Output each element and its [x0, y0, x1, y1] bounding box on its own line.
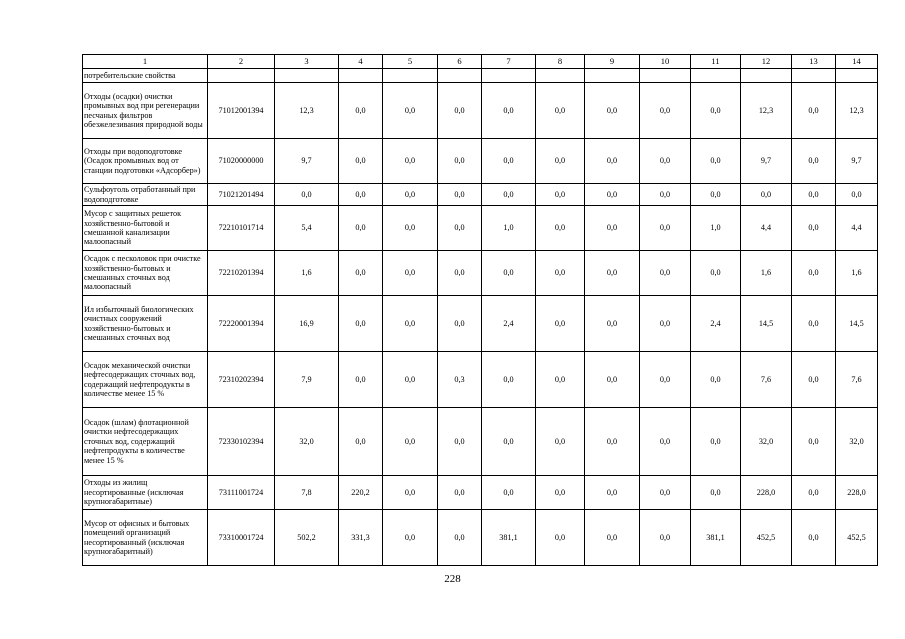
- column-number-5: 5: [383, 55, 438, 69]
- value-cell: 0,0: [640, 408, 691, 476]
- value-cell: [741, 69, 792, 83]
- value-cell: 9,7: [275, 139, 339, 184]
- table-row: [83, 83, 878, 139]
- table-row: [83, 69, 878, 83]
- value-cell: 0,0: [339, 296, 383, 352]
- value-cell: 0,0: [691, 251, 741, 296]
- column-number-14: 14: [836, 55, 878, 69]
- waste-code-cell: 71021201494: [208, 184, 275, 206]
- value-cell: 0,0: [691, 352, 741, 408]
- value-cell: 0,0: [536, 476, 585, 510]
- value-cell: 0,0: [640, 476, 691, 510]
- waste-code-cell: 71012001394: [208, 83, 275, 139]
- table-header-row: [83, 55, 878, 69]
- value-cell: 0,0: [536, 83, 585, 139]
- value-cell: 0,0: [585, 352, 640, 408]
- column-number-7: 7: [482, 55, 536, 69]
- value-cell: 0,0: [585, 251, 640, 296]
- value-cell: 0,0: [383, 296, 438, 352]
- column-number-1: 1: [83, 55, 208, 69]
- value-cell: 12,3: [836, 83, 878, 139]
- value-cell: 452,5: [741, 510, 792, 566]
- waste-name-cell: Мусор от офисных и бытовых помещений организаций несортированный (исключая крупногабаритный): [83, 510, 208, 566]
- value-cell: 0,0: [792, 476, 836, 510]
- value-cell: 0,0: [536, 352, 585, 408]
- value-cell: 0,0: [438, 251, 482, 296]
- value-cell: 5,4: [275, 206, 339, 251]
- value-cell: 2,4: [482, 296, 536, 352]
- value-cell: 228,0: [836, 476, 878, 510]
- waste-code-cell: 72330102394: [208, 408, 275, 476]
- value-cell: 0,0: [438, 510, 482, 566]
- waste-name-cell: Ил избыточный биологических очистных сооружений хозяйственно-бытовых и смешанных сточных вод: [83, 296, 208, 352]
- waste-name-cell: Осадок с песколовок при очистке хозяйственно-бытовых и смешанных сточных вод малоопасный: [83, 251, 208, 296]
- value-cell: 0,0: [339, 206, 383, 251]
- value-cell: 0,0: [383, 476, 438, 510]
- value-cell: 0,0: [691, 83, 741, 139]
- value-cell: 1,6: [275, 251, 339, 296]
- value-cell: 0,0: [536, 139, 585, 184]
- column-number-12: 12: [741, 55, 792, 69]
- value-cell: 0,0: [438, 139, 482, 184]
- value-cell: 0,0: [482, 251, 536, 296]
- value-cell: 0,0: [536, 408, 585, 476]
- waste-code-cell: 71020000000: [208, 139, 275, 184]
- value-cell: 0,0: [792, 206, 836, 251]
- waste-code-cell: 72220001394: [208, 296, 275, 352]
- value-cell: 502,2: [275, 510, 339, 566]
- value-cell: 0,0: [640, 83, 691, 139]
- value-cell: 32,0: [836, 408, 878, 476]
- value-cell: [836, 69, 878, 83]
- value-cell: 12,3: [741, 83, 792, 139]
- value-cell: [438, 69, 482, 83]
- value-cell: 0,0: [438, 296, 482, 352]
- table-row: [83, 408, 878, 476]
- table-row: [83, 296, 878, 352]
- waste-name-cell: Сульфоуголь отработанный при водоподготовке: [83, 184, 208, 206]
- value-cell: 0,0: [275, 184, 339, 206]
- table-row: [83, 510, 878, 566]
- value-cell: 0,0: [339, 408, 383, 476]
- value-cell: 381,1: [482, 510, 536, 566]
- value-cell: 0,0: [585, 476, 640, 510]
- value-cell: 0,0: [792, 251, 836, 296]
- value-cell: 0,0: [792, 139, 836, 184]
- value-cell: 0,0: [383, 206, 438, 251]
- value-cell: 0,0: [536, 251, 585, 296]
- value-cell: 0,0: [585, 83, 640, 139]
- value-cell: 1,0: [482, 206, 536, 251]
- value-cell: 0,0: [792, 83, 836, 139]
- value-cell: 9,7: [741, 139, 792, 184]
- column-number-11: 11: [691, 55, 741, 69]
- table-body: [83, 55, 878, 566]
- waste-name-cell: Мусор с защитных решеток хозяйственно-бытовой и смешанной канализации малоопасный: [83, 206, 208, 251]
- waste-name-cell: Отходы при водоподготовке (Осадок промывных вод от станции подготовки «Адсорбер»): [83, 139, 208, 184]
- value-cell: [640, 69, 691, 83]
- value-cell: 0,0: [792, 408, 836, 476]
- value-cell: 0,0: [339, 83, 383, 139]
- value-cell: 0,3: [438, 352, 482, 408]
- value-cell: 228,0: [741, 476, 792, 510]
- column-number-9: 9: [585, 55, 640, 69]
- column-number-8: 8: [536, 55, 585, 69]
- column-number-13: 13: [792, 55, 836, 69]
- value-cell: 14,5: [836, 296, 878, 352]
- value-cell: 0,0: [792, 352, 836, 408]
- column-number-2: 2: [208, 55, 275, 69]
- value-cell: 0,0: [438, 184, 482, 206]
- column-number-3: 3: [275, 55, 339, 69]
- value-cell: 0,0: [585, 184, 640, 206]
- value-cell: 0,0: [792, 296, 836, 352]
- value-cell: 0,0: [482, 408, 536, 476]
- value-cell: 0,0: [438, 476, 482, 510]
- value-cell: 0,0: [482, 184, 536, 206]
- waste-code-cell: 72310202394: [208, 352, 275, 408]
- value-cell: 0,0: [383, 184, 438, 206]
- value-cell: [275, 69, 339, 83]
- value-cell: 4,4: [836, 206, 878, 251]
- value-cell: 0,0: [691, 476, 741, 510]
- value-cell: 7,6: [741, 352, 792, 408]
- value-cell: 0,0: [640, 184, 691, 206]
- value-cell: 0,0: [836, 184, 878, 206]
- value-cell: 0,0: [438, 83, 482, 139]
- waste-code-cell: 72210101714: [208, 206, 275, 251]
- value-cell: 220,2: [339, 476, 383, 510]
- value-cell: 0,0: [792, 184, 836, 206]
- value-cell: 0,0: [792, 510, 836, 566]
- value-cell: 0,0: [640, 206, 691, 251]
- waste-table: [82, 54, 878, 566]
- value-cell: 0,0: [536, 206, 585, 251]
- value-cell: 0,0: [585, 206, 640, 251]
- value-cell: 9,7: [836, 139, 878, 184]
- value-cell: 7,6: [836, 352, 878, 408]
- table-row: [83, 476, 878, 510]
- value-cell: [691, 69, 741, 83]
- value-cell: 32,0: [741, 408, 792, 476]
- value-cell: 331,3: [339, 510, 383, 566]
- value-cell: 381,1: [691, 510, 741, 566]
- value-cell: [482, 69, 536, 83]
- table-row: [83, 139, 878, 184]
- value-cell: 2,4: [691, 296, 741, 352]
- value-cell: 0,0: [536, 184, 585, 206]
- table-row: [83, 184, 878, 206]
- waste-name-cell: Отходы из жилищ несортированные (исключая крупногабаритные): [83, 476, 208, 510]
- value-cell: 0,0: [691, 184, 741, 206]
- value-cell: 0,0: [640, 352, 691, 408]
- table-row: [83, 251, 878, 296]
- waste-name-cell: потребительские свойства: [83, 69, 208, 83]
- value-cell: 0,0: [640, 296, 691, 352]
- value-cell: 0,0: [640, 251, 691, 296]
- value-cell: [792, 69, 836, 83]
- value-cell: 0,0: [536, 510, 585, 566]
- value-cell: 14,5: [741, 296, 792, 352]
- value-cell: 32,0: [275, 408, 339, 476]
- value-cell: 0,0: [383, 408, 438, 476]
- value-cell: 0,0: [438, 206, 482, 251]
- waste-name-cell: Осадок механической очистки нефтесодержащих сточных вод, содержащий нефтепродукты в количестве менее 15 %: [83, 352, 208, 408]
- waste-name-cell: Осадок (шлам) флотационной очистки нефтесодержащих сточных вод, содержащий нефтепродукты в количестве менее 15 %: [83, 408, 208, 476]
- value-cell: 12,3: [275, 83, 339, 139]
- value-cell: 0,0: [339, 352, 383, 408]
- value-cell: 0,0: [383, 139, 438, 184]
- value-cell: 0,0: [438, 408, 482, 476]
- value-cell: 0,0: [585, 408, 640, 476]
- value-cell: 0,0: [339, 184, 383, 206]
- value-cell: 0,0: [482, 352, 536, 408]
- waste-name-cell: Отходы (осадки) очистки промывных вод при регенерации песчаных фильтров обезжелезивания природной воды: [83, 83, 208, 139]
- value-cell: 0,0: [585, 296, 640, 352]
- value-cell: 0,0: [691, 139, 741, 184]
- page-number: 228: [444, 573, 461, 585]
- value-cell: 0,0: [383, 510, 438, 566]
- column-number-6: 6: [438, 55, 482, 69]
- table-row: [83, 352, 878, 408]
- value-cell: 1,6: [741, 251, 792, 296]
- value-cell: 0,0: [585, 139, 640, 184]
- value-cell: 1,6: [836, 251, 878, 296]
- waste-code-cell: [208, 69, 275, 83]
- value-cell: 0,0: [585, 510, 640, 566]
- value-cell: 0,0: [741, 184, 792, 206]
- column-number-4: 4: [339, 55, 383, 69]
- value-cell: 0,0: [536, 296, 585, 352]
- value-cell: 0,0: [383, 251, 438, 296]
- value-cell: 0,0: [383, 352, 438, 408]
- waste-code-cell: 72210201394: [208, 251, 275, 296]
- value-cell: 1,0: [691, 206, 741, 251]
- value-cell: [339, 69, 383, 83]
- value-cell: [383, 69, 438, 83]
- value-cell: 0,0: [640, 139, 691, 184]
- value-cell: [536, 69, 585, 83]
- value-cell: 0,0: [691, 408, 741, 476]
- column-number-10: 10: [640, 55, 691, 69]
- value-cell: 0,0: [482, 476, 536, 510]
- value-cell: 0,0: [339, 139, 383, 184]
- waste-code-cell: 73310001724: [208, 510, 275, 566]
- value-cell: 452,5: [836, 510, 878, 566]
- waste-code-cell: 73111001724: [208, 476, 275, 510]
- value-cell: 16,9: [275, 296, 339, 352]
- value-cell: 0,0: [482, 83, 536, 139]
- value-cell: [585, 69, 640, 83]
- value-cell: 0,0: [383, 83, 438, 139]
- value-cell: 0,0: [482, 139, 536, 184]
- table-row: [83, 206, 878, 251]
- value-cell: 0,0: [339, 251, 383, 296]
- value-cell: 4,4: [741, 206, 792, 251]
- value-cell: 7,9: [275, 352, 339, 408]
- value-cell: 0,0: [640, 510, 691, 566]
- value-cell: 7,8: [275, 476, 339, 510]
